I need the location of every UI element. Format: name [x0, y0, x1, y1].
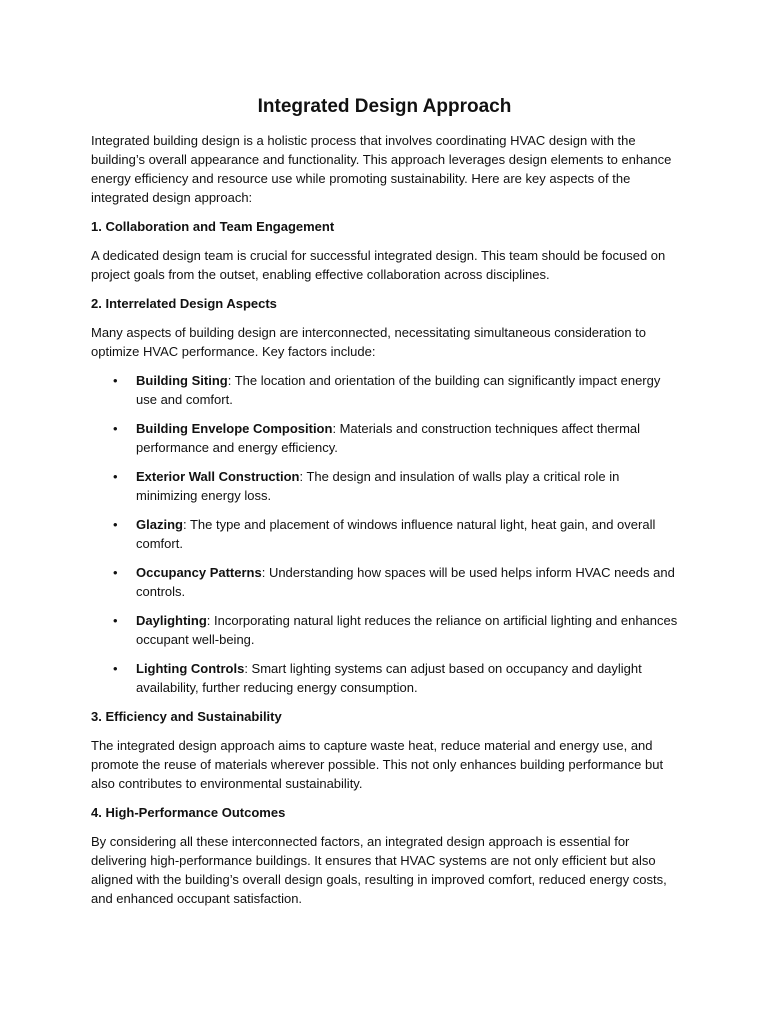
section-heading-efficiency: 3. Efficiency and Sustainability	[91, 709, 282, 724]
bullet-icon: •	[113, 421, 118, 436]
list-item	[91, 371, 678, 409]
section-heading-collaboration: 1. Collaboration and Team Engagement	[91, 219, 335, 234]
list-item	[91, 419, 678, 457]
bullet-icon: •	[113, 373, 118, 388]
section-body-interrelated: Many aspects of building design are interconnected, necessitating simultaneous consideration to optimize HVAC performance. Key factors include:	[91, 325, 647, 359]
list-item	[91, 563, 678, 601]
section-body-efficiency: The integrated design approach aims to capture waste heat, reduce material and energy use, and promote the reuse of materials wherever possible. This not only enhances building performance but also contributes to environmental sustainability.	[91, 738, 664, 791]
document-title: Integrated Design Approach	[257, 96, 512, 117]
list-item-text: : The location and orientation of the building can significantly impact energy use and comfort.	[136, 373, 661, 407]
list-item-term: Lighting Controls	[136, 661, 245, 676]
section-heading-outcomes: 4. High-Performance Outcomes	[91, 805, 286, 820]
section-body-collaboration: A dedicated design team is crucial for successful integrated design. This team should be focused on project goals from the outset, enabling effective collaboration across disciplines.	[91, 248, 666, 282]
bullet-icon: •	[113, 517, 118, 532]
section-body-outcomes: By considering all these interconnected factors, an integrated design approach is essential for delivering high-performance buildings. It ensures that HVAC systems are not only efficient but also aligned with the building’s overall design goals, resulting in improved comfort, reduced energy costs, and enhanced occupant satisfaction.	[91, 834, 667, 906]
bullet-icon: •	[113, 613, 118, 628]
list-item-text: : Materials and construction techniques affect thermal performance and energy efficiency.	[136, 421, 641, 455]
list-item-term: Glazing	[136, 517, 183, 532]
list-item	[91, 611, 678, 649]
bullet-icon: •	[113, 565, 118, 580]
list-item-text: : The type and placement of windows influence natural light, heat gain, and overall comfort.	[136, 517, 656, 551]
list-item-text: : Smart lighting systems can adjust based on occupancy and daylight availability, further reducing energy consumption.	[136, 661, 642, 695]
list-item-term: Exterior Wall Construction	[136, 469, 300, 484]
list-item-text: : Understanding how spaces will be used helps inform HVAC needs and controls.	[136, 565, 675, 599]
bullet-icon: •	[113, 469, 118, 484]
list-item	[91, 659, 678, 697]
list-item-text: : The design and insulation of walls play a critical role in minimizing energy loss.	[136, 469, 620, 503]
list-item	[91, 467, 678, 505]
list-item-term: Daylighting	[136, 613, 207, 628]
intro-paragraph: Integrated building design is a holistic process that involves coordinating HVAC design with the building’s overall appearance and functionality. This approach leverages design elements to enhance energy efficiency and resource use while promoting sustainability. Here are key aspects of the integrated design approach:	[91, 133, 672, 205]
list-item-text: : Incorporating natural light reduces the reliance on artificial lighting and enhances occupant well-being.	[136, 613, 678, 647]
bullet-icon: •	[113, 661, 118, 676]
list-item-term: Building Siting	[136, 373, 228, 388]
key-factors-list	[91, 371, 678, 697]
list-item-term: Occupancy Patterns	[136, 565, 262, 580]
list-item	[91, 515, 678, 553]
list-item-term: Building Envelope Composition	[136, 421, 333, 436]
section-heading-interrelated: 2. Interrelated Design Aspects	[91, 296, 277, 311]
